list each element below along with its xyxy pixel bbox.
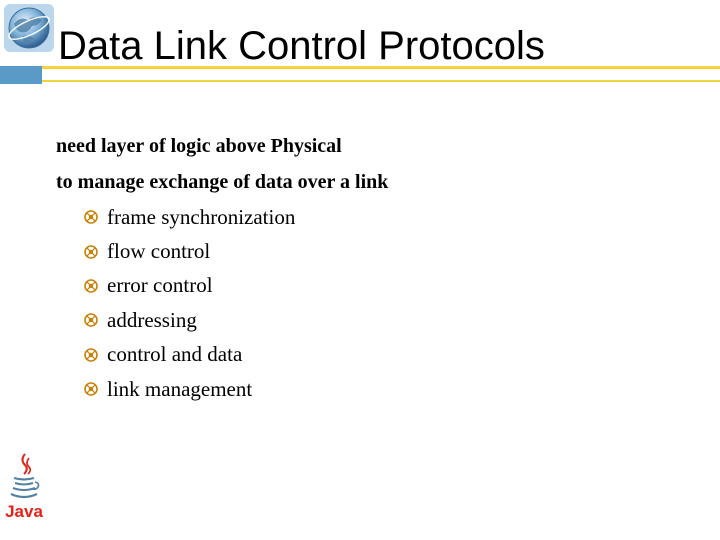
body-line-2: to manage exchange of data over a link [56, 171, 389, 193]
bullet-icon [84, 382, 98, 396]
java-cup-icon [4, 452, 44, 504]
bullet-text: addressing [107, 307, 197, 332]
globe-logo-icon [4, 4, 54, 52]
list-item [84, 234, 696, 268]
slide-title: Data Link Control Protocols [58, 24, 545, 68]
bullet-icon [84, 279, 98, 293]
slide-body [56, 128, 696, 406]
list-item [84, 372, 696, 406]
list-item [84, 269, 696, 303]
bullet-icon [84, 313, 98, 327]
list-item [84, 303, 696, 337]
bullet-text: frame synchronization [107, 204, 296, 229]
bullet-icon [84, 348, 98, 362]
bullet-text: flow control [107, 239, 211, 264]
list-item [84, 200, 696, 234]
bullet-text: link management [107, 376, 253, 401]
bullet-text: error control [107, 273, 213, 298]
java-logo-icon [4, 452, 44, 526]
bullet-text: control and data [107, 342, 243, 367]
body-line-1: need layer of logic above Physical [56, 135, 342, 157]
java-logo-text: Java [5, 502, 43, 521]
bullet-list [56, 200, 696, 406]
bullet-icon [84, 210, 98, 224]
list-item [84, 338, 696, 372]
bullet-icon [84, 245, 98, 259]
